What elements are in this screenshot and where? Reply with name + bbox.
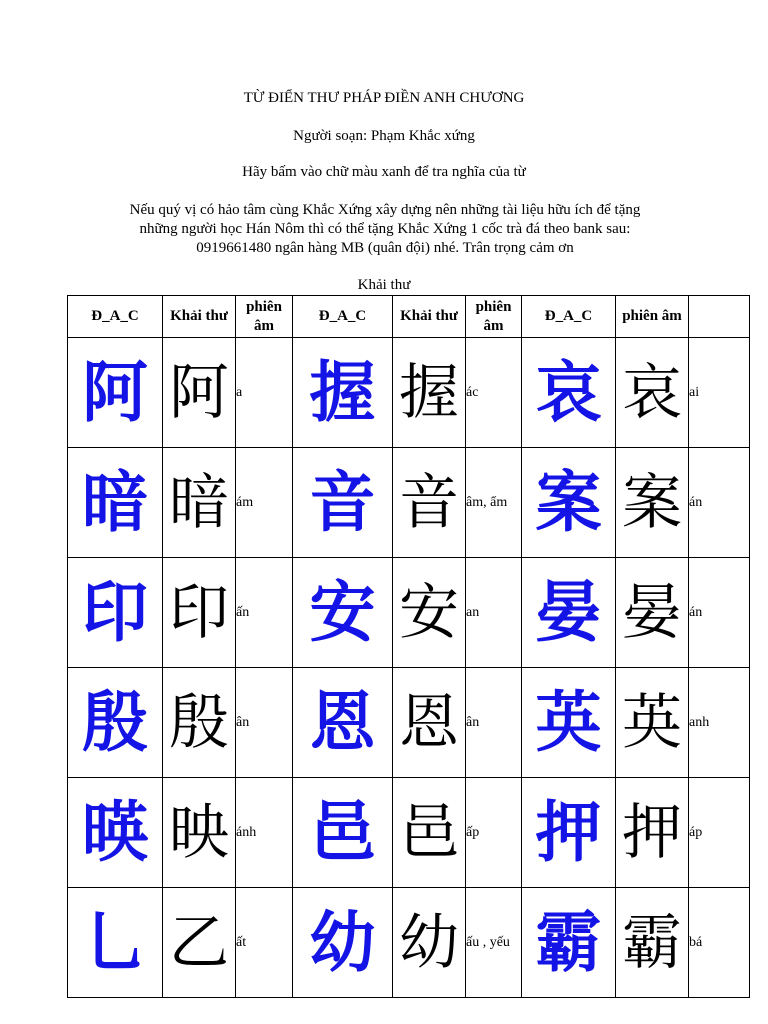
column-header: phiên âm — [236, 296, 293, 338]
khai-cell — [163, 888, 236, 998]
khai-cell — [163, 448, 236, 558]
column-header — [689, 296, 750, 338]
column-header: phiên âm — [466, 296, 522, 338]
reading-cell: a — [236, 338, 293, 448]
regular-script-character: 邑 — [399, 797, 459, 868]
column-header: phiên âm — [616, 296, 689, 338]
khai-cell — [163, 338, 236, 448]
reading-cell: ân — [236, 668, 293, 778]
calligraphy-character-link[interactable]: 安 — [309, 573, 376, 651]
regular-script-character: 安 — [399, 577, 459, 648]
donation-note-line: Nếu quý vị có hảo tâm cùng Khắc Xứng xây dựng nên những tài liệu hữu ích để tặng — [129, 202, 641, 218]
regular-script-character: 阿 — [169, 357, 229, 428]
dac-cell[interactable] — [68, 558, 163, 668]
khai-cell — [616, 558, 689, 668]
reading-cell: án — [689, 448, 750, 558]
dac-cell[interactable] — [68, 668, 163, 778]
dac-cell[interactable] — [522, 558, 616, 668]
reading-cell: ấp — [466, 778, 522, 888]
reading-cell: ấn — [236, 558, 293, 668]
khai-cell — [616, 778, 689, 888]
regular-script-character: 案 — [622, 467, 682, 538]
dac-cell[interactable] — [293, 338, 393, 448]
reading-cell: ai — [689, 338, 750, 448]
khai-cell — [616, 668, 689, 778]
khai-cell — [616, 448, 689, 558]
dac-cell[interactable] — [68, 338, 163, 448]
table-caption: Khải thư — [357, 277, 411, 293]
dac-cell[interactable] — [68, 778, 163, 888]
donation-note — [60, 201, 710, 258]
regular-script-character: 音 — [399, 467, 459, 538]
dac-cell[interactable] — [522, 338, 616, 448]
regular-script-character: 印 — [169, 577, 229, 648]
khai-cell — [393, 668, 466, 778]
reading-cell: ác — [466, 338, 522, 448]
dac-cell[interactable] — [293, 558, 393, 668]
khai-cell — [393, 558, 466, 668]
dac-cell[interactable] — [522, 888, 616, 998]
reading-cell: án — [689, 558, 750, 668]
column-header: Khải thư — [393, 296, 466, 338]
author-line: Người soạn: Phạm Khắc xứng — [293, 128, 475, 144]
calligraphy-character-link[interactable]: 阿 — [82, 353, 148, 431]
khai-cell — [163, 558, 236, 668]
table-row — [68, 338, 750, 448]
reading-cell: âm, ẩm — [466, 448, 522, 558]
khai-cell — [163, 668, 236, 778]
regular-script-character: 殷 — [169, 687, 229, 758]
calligraphy-character-link[interactable]: 哀 — [535, 353, 602, 431]
table-row — [68, 558, 750, 668]
calligraphy-character-link[interactable]: 案 — [535, 463, 602, 541]
donation-note-line: những người học Hán Nôm thì có thể tặng Khắc Xứng 1 cốc trà đá theo bank sau: — [139, 221, 631, 237]
reading-cell: anh — [689, 668, 750, 778]
calligraphy-character-link[interactable]: 霸 — [535, 903, 602, 981]
column-header: Đ_A_C — [293, 296, 393, 338]
khai-cell — [393, 338, 466, 448]
reading-cell: áp — [689, 778, 750, 888]
khai-cell — [393, 778, 466, 888]
dac-cell[interactable] — [522, 448, 616, 558]
dac-cell[interactable] — [293, 668, 393, 778]
dac-cell[interactable] — [293, 888, 393, 998]
khai-cell — [616, 888, 689, 998]
regular-script-character: 晏 — [622, 577, 682, 648]
calligraphy-character-link[interactable]: 恩 — [309, 683, 376, 761]
calligraphy-character-link[interactable]: 晏 — [535, 573, 602, 651]
table-row — [68, 448, 750, 558]
regular-script-character: 恩 — [399, 687, 459, 758]
calligraphy-character-link[interactable]: 押 — [535, 793, 602, 871]
dictionary-table — [67, 295, 750, 998]
regular-script-character: 霸 — [622, 907, 682, 978]
reading-cell: ánh — [236, 778, 293, 888]
instruction-line: Hãy bấm vào chữ màu xanh để tra nghĩa của từ — [242, 164, 526, 180]
regular-script-character: 乙 — [169, 907, 229, 978]
reading-cell: ân — [466, 668, 522, 778]
column-header: Khải thư — [163, 296, 236, 338]
khai-cell — [616, 338, 689, 448]
reading-cell: ất — [236, 888, 293, 998]
reading-cell: ám — [236, 448, 293, 558]
calligraphy-character-link[interactable]: 暗 — [82, 463, 148, 541]
dac-cell[interactable] — [522, 778, 616, 888]
column-header: Đ_A_C — [68, 296, 163, 338]
calligraphy-character-link[interactable]: 暎 — [82, 793, 148, 871]
regular-script-character: 哀 — [622, 357, 682, 428]
khai-cell — [163, 778, 236, 888]
reading-cell: an — [466, 558, 522, 668]
header-row — [68, 296, 750, 338]
table-row — [68, 888, 750, 998]
dac-cell[interactable] — [293, 448, 393, 558]
donation-note-line: 0919661480 ngân hàng MB (quân đội) nhé. Trân trọng cảm ơn — [196, 240, 574, 256]
reading-cell: bá — [689, 888, 750, 998]
reading-cell: ấu , yếu — [466, 888, 522, 998]
calligraphy-character-link[interactable]: 印 — [82, 573, 148, 651]
column-header: Đ_A_C — [522, 296, 616, 338]
calligraphy-character-link[interactable]: 握 — [309, 353, 376, 431]
calligraphy-character-link[interactable]: 邑 — [309, 793, 376, 871]
calligraphy-character-link[interactable]: 幼 — [309, 903, 376, 981]
khai-cell — [393, 888, 466, 998]
calligraphy-character-link[interactable]: 音 — [309, 463, 376, 541]
calligraphy-character-link[interactable]: 乚 — [82, 903, 148, 981]
regular-script-character: 英 — [622, 687, 682, 758]
dac-cell[interactable] — [68, 448, 163, 558]
calligraphy-character-link[interactable]: 殷 — [82, 683, 148, 761]
dac-cell[interactable] — [68, 888, 163, 998]
table-row — [68, 778, 750, 888]
calligraphy-character-link[interactable]: 英 — [535, 683, 602, 761]
regular-script-character: 握 — [399, 357, 459, 428]
dac-cell[interactable] — [293, 778, 393, 888]
page-title: TỪ ĐIỂN THƯ PHÁP ĐIỀN ANH CHƯƠNG — [243, 90, 525, 106]
regular-script-character: 暗 — [169, 467, 229, 538]
dac-cell[interactable] — [522, 668, 616, 778]
table-row — [68, 668, 750, 778]
regular-script-character: 押 — [622, 797, 682, 868]
regular-script-character: 映 — [169, 797, 229, 868]
regular-script-character: 幼 — [399, 907, 459, 978]
khai-cell — [393, 448, 466, 558]
